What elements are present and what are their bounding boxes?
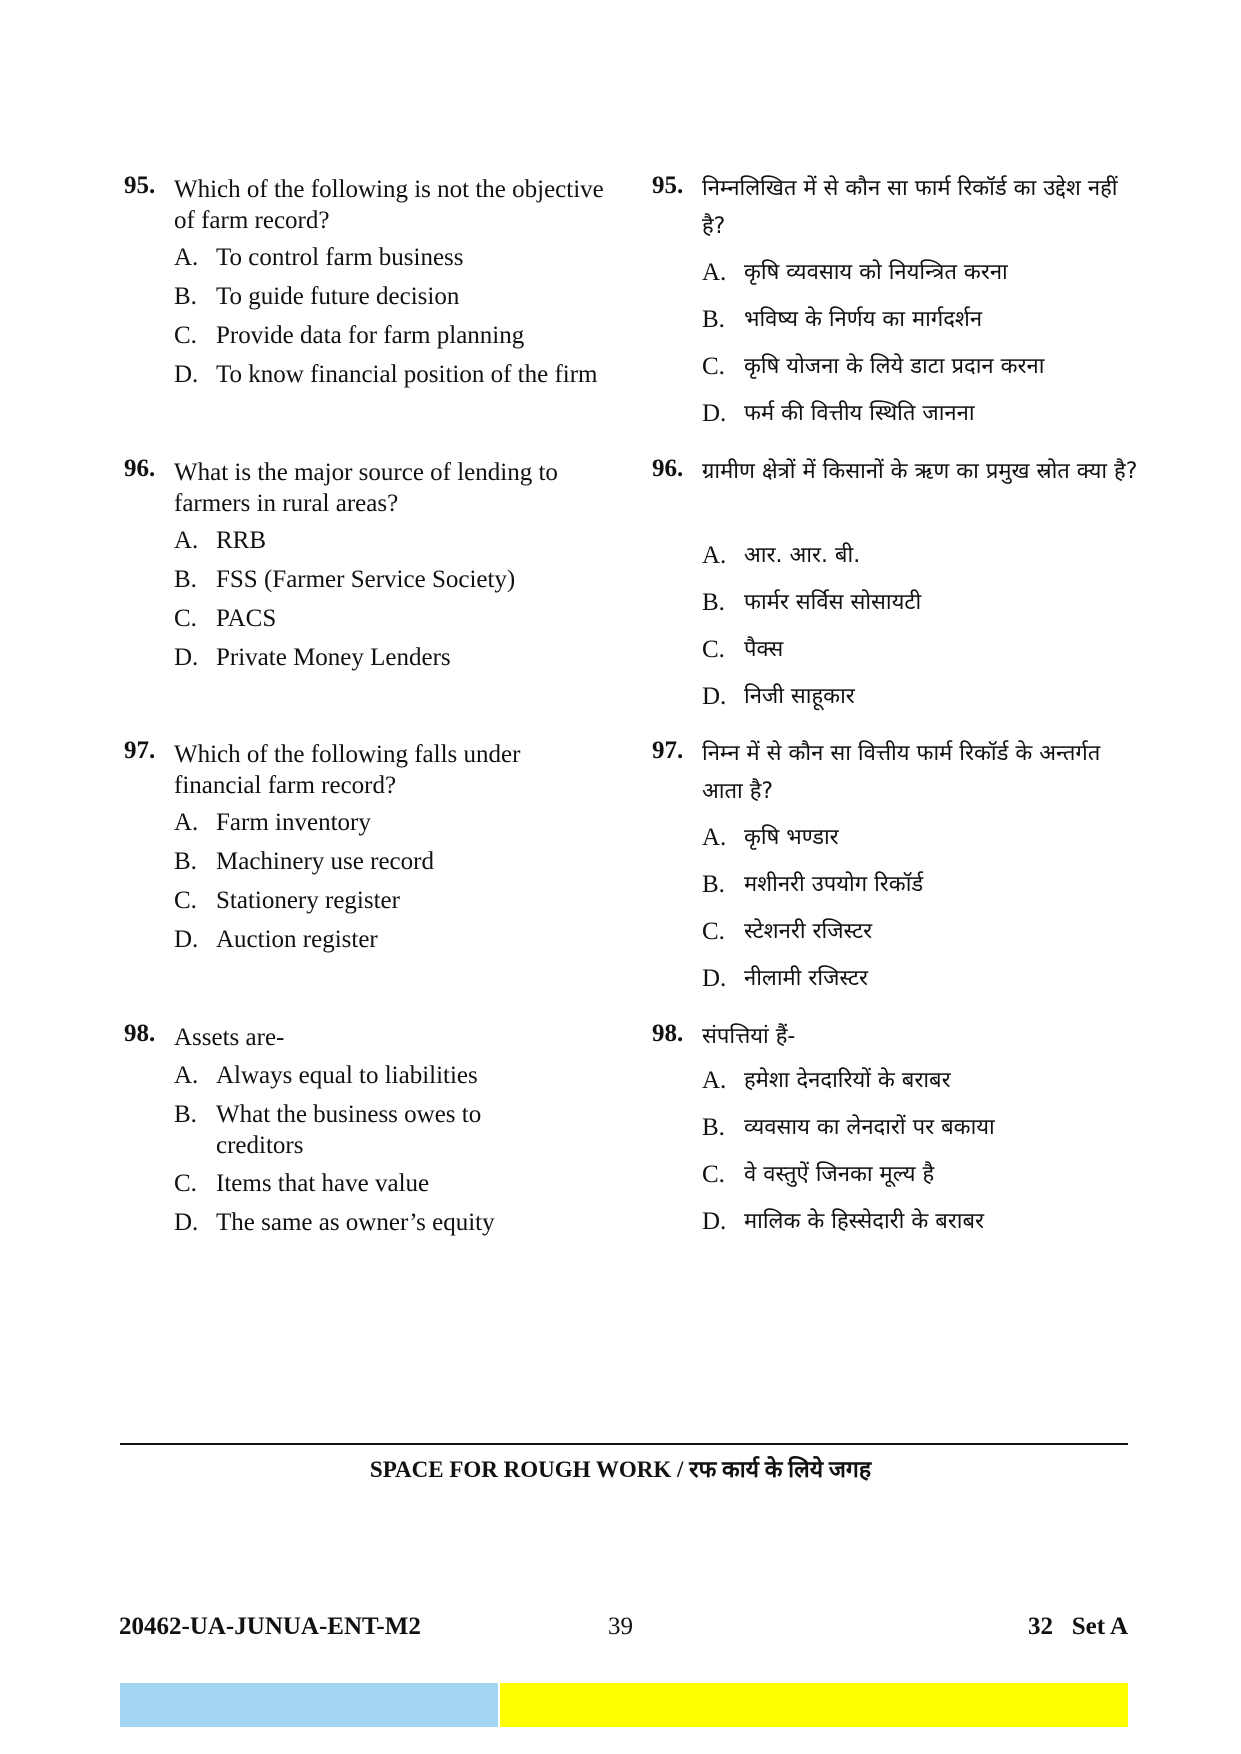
rough-work-heading: SPACE FOR ROUGH WORK / रफ कार्य के लिये जगह bbox=[369, 1457, 872, 1482]
page-number: 39 bbox=[608, 1613, 633, 1640]
question-text: निम्न में से कौन सा वित्तीय फार्म रिकॉर्ड के अन्तर्गत आता है? bbox=[702, 741, 1101, 804]
question-text: What is the major source of lending to farmers in rural areas? bbox=[174, 459, 558, 517]
question-number: 96. bbox=[652, 455, 684, 482]
question-text: Which of the following is not the objective of farm record? bbox=[174, 176, 604, 234]
question-number: 95. bbox=[124, 172, 156, 199]
question-number: 95. bbox=[652, 172, 684, 199]
paper-code: 20462-UA-JUNUA-ENT-M2 bbox=[119, 1613, 421, 1640]
color-bar-blue bbox=[120, 1683, 498, 1727]
question-text: Assets are- bbox=[174, 1024, 285, 1051]
question-number: 98. bbox=[652, 1020, 684, 1047]
question-text: संपत्तियां हैं- bbox=[702, 1024, 796, 1049]
question-text: ग्रामीण क्षेत्रों में किसानों के ऋण का प्रमुख स्रोत क्या है? bbox=[702, 459, 1138, 484]
divider-line bbox=[120, 1443, 1128, 1445]
question-text: निम्नलिखित में से कौन सा फार्म रिकॉर्ड का उद्देश नहीं है? bbox=[702, 176, 1118, 239]
set-label: 32 Set A bbox=[1028, 1613, 1128, 1640]
question-number: 96. bbox=[124, 455, 156, 482]
question-text: Which of the following falls under financial farm record? bbox=[174, 741, 521, 799]
question-number: 98. bbox=[124, 1020, 156, 1047]
question-number: 97. bbox=[124, 737, 156, 764]
question-number: 97. bbox=[652, 737, 684, 764]
color-bar-yellow bbox=[500, 1683, 1128, 1727]
